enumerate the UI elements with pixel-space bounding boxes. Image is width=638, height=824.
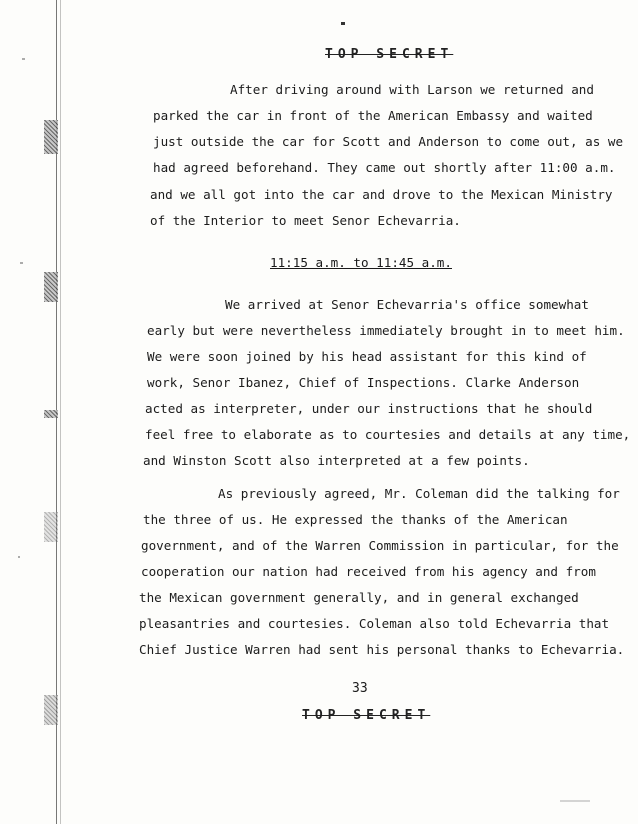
punch-hole-mark [44, 512, 58, 542]
paragraph-3-line: pleasantries and courtesies. Coleman also told Echevarria that [139, 616, 610, 631]
paragraph-3-line: government, and of the Warren Commission in particular, for the [141, 538, 619, 553]
paragraph-3-line: the three of us. He expressed the thanks of the American [143, 512, 568, 527]
punch-hole-mark [44, 120, 58, 154]
punch-hole-mark [44, 410, 58, 418]
paragraph-1-line: of the Interior to meet Senor Echevarria. [150, 213, 461, 228]
classification-marking-top: TOP SECRET [325, 47, 454, 62]
time-heading: 11:15 a.m. to 11:45 a.m. [270, 255, 452, 270]
paragraph-3-line: Chief Justice Warren had sent his personal thanks to Echevarria. [139, 642, 625, 657]
punch-hole-mark [44, 272, 58, 302]
paragraph-3-line: the Mexican government generally, and in general exchanged [139, 590, 579, 605]
paragraph-3-line: cooperation our nation had received from his agency and from [141, 564, 596, 579]
scan-speck [20, 262, 23, 264]
scan-speck [18, 556, 20, 558]
scan-speck [22, 58, 25, 60]
paragraph-1-line: had agreed beforehand. They came out shortly after 11:00 a.m. [153, 160, 616, 175]
page-number: 33 [352, 681, 368, 696]
paragraph-2-line: acted as interpreter, under our instructions that he should [145, 401, 593, 416]
paragraph-2-line: work, Senor Ibanez, Chief of Inspections. Clarke Anderson [147, 375, 580, 390]
paragraph-2-line: and Winston Scott also interpreted at a few points. [143, 453, 530, 468]
paragraph-1-line: parked the car in front of the American Embassy and waited [153, 108, 593, 123]
paragraph-1-line: and we all got into the car and drove to the Mexican Ministry [150, 187, 613, 202]
paragraph-3-line: As previously agreed, Mr. Coleman did the talking for [218, 486, 620, 501]
paragraph-2-line: feel free to elaborate as to courtesies and details at any time, [145, 427, 631, 442]
scan-speck [560, 800, 590, 802]
scan-dot [341, 22, 345, 25]
binding-edge-shadow [60, 0, 61, 824]
classification-marking-bottom: TOP SECRET [302, 708, 431, 723]
paragraph-2-line: We were soon joined by his head assistant for this kind of [147, 349, 587, 364]
paragraph-2-line: early but were nevertheless immediately brought in to meet him. [147, 323, 625, 338]
punch-hole-mark [44, 695, 58, 725]
paragraph-1-line: After driving around with Larson we returned and [230, 82, 594, 97]
paragraph-1-line: just outside the car for Scott and Anderson to come out, as we [153, 134, 624, 149]
paragraph-2-line: We arrived at Senor Echevarria's office somewhat [225, 297, 589, 312]
